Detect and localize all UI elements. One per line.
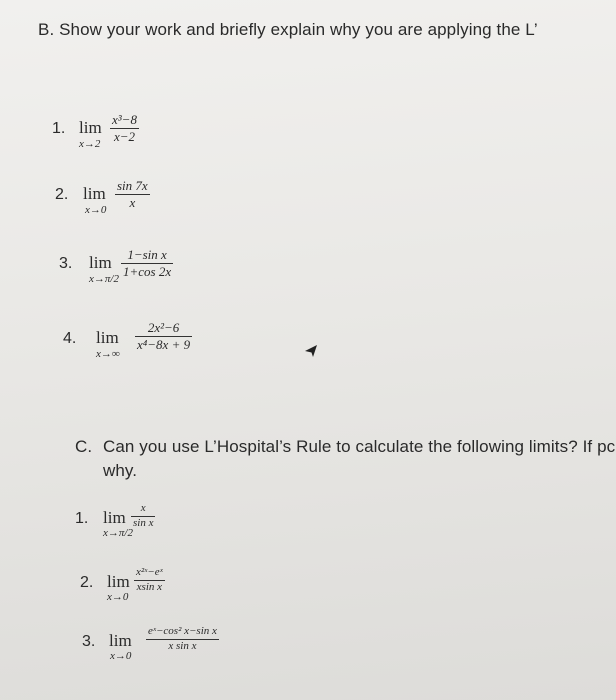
numerator: eˣ−cos² x−sin x (148, 625, 217, 637)
fraction (135, 320, 192, 354)
lim-subscript: x→0 (110, 650, 132, 662)
section-c-question-line2: why. (103, 461, 138, 480)
cursor-arrow-icon (303, 343, 319, 359)
section-b-heading: B. Show your work and briefly explain why you are applying the L’ (38, 20, 538, 39)
fraction (110, 112, 139, 146)
numerator: 1−sin x (127, 247, 167, 262)
problem-number: 2. (55, 186, 69, 203)
lim-subscript: x→0 (107, 591, 129, 603)
lim-subscript: x→2 (79, 138, 101, 150)
numerator: x (140, 502, 146, 514)
numerator: 2x²−6 (147, 320, 180, 335)
problem-number: 2. (80, 574, 94, 591)
problem-number: 4. (63, 330, 77, 347)
fraction (115, 178, 150, 212)
fraction (134, 566, 165, 595)
lim-label: lim (103, 508, 126, 527)
fraction (121, 247, 173, 281)
lim-label: lim (109, 631, 132, 650)
lim-label: lim (89, 253, 112, 272)
denominator: sin x (133, 516, 154, 529)
lim-label: lim (107, 572, 130, 591)
section-c-question-line1: Can you use L’Hospital’s Rule to calculate the following limits? If pc (103, 437, 616, 456)
denominator: xsin x (136, 580, 163, 593)
denominator: x−2 (113, 129, 135, 145)
lim-label: lim (96, 328, 119, 347)
lim-subscript: x→∞ (96, 348, 120, 360)
denominator: x⁴−8x + 9 (137, 337, 191, 353)
lim-subscript: x→π/2 (89, 273, 119, 285)
denominator: 1+cos 2x (123, 264, 172, 280)
lim-label: lim (83, 184, 106, 203)
problem-number: 1. (52, 120, 66, 137)
denominator: x sin x (168, 639, 197, 652)
numerator: sin 7x (117, 178, 148, 193)
lim-label: lim (79, 118, 102, 137)
problem-number: 1. (75, 510, 89, 527)
numerator: x³−8 (112, 112, 137, 127)
fraction (131, 502, 155, 531)
denominator: x (129, 195, 136, 211)
section-c-label: C. (75, 437, 93, 456)
problem-number: 3. (82, 633, 96, 650)
fraction (146, 625, 219, 654)
problem-number: 3. (59, 255, 73, 272)
lim-subscript: x→0 (85, 204, 107, 216)
numerator: x²ˣ−eˣ (136, 566, 163, 578)
lim-subscript: x→π/2 (103, 527, 133, 539)
